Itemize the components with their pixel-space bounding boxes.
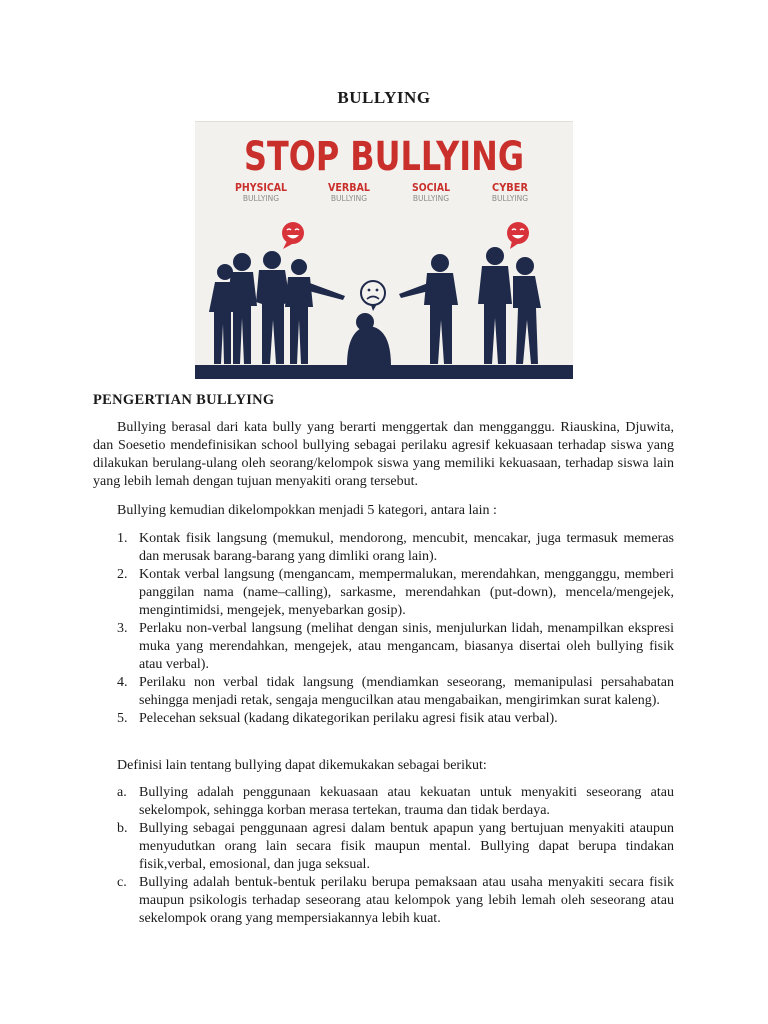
list-item [93, 784, 674, 820]
list-item [93, 874, 674, 928]
list-item [93, 710, 674, 728]
list-marker: 2. [117, 567, 128, 582]
stop-bullying-illustration [195, 121, 573, 379]
list-item [93, 674, 674, 710]
list-marker: 4. [117, 675, 128, 690]
categories-intro: Bullying kemudian dikelompokkan menjadi 5 kategori, antara lain : [117, 503, 497, 518]
list-marker: 3. [117, 621, 128, 636]
list-marker: 5. [117, 711, 128, 726]
intro-paragraph: Bullying berasal dari kata bully yang berarti menggertak dan mengganggu. Riauskina, Djuwita, dan Soesetio mendefinisikan school bullying sebagai perilaku agresif kekuasaan terhadap siswa yang dilakukan berulang-ulang oleh seorang/kelompok siswa yang memiliki kekuasaan, terhadap siswa lain yang lebih lemah dengan tujuan menyakiti orang tersebut. [93, 420, 674, 489]
bullies-left-group [209, 251, 345, 364]
list-item-text: Pelecehan seksual (kadang dikategorikan perilaku agresi fisik atau verbal). [139, 711, 558, 726]
list-marker: a. [117, 785, 127, 800]
poster-ground-band [195, 365, 573, 379]
list-marker: 1. [117, 531, 128, 546]
bullies-right-group [399, 247, 541, 364]
category-social-label: SOCIAL [412, 181, 450, 194]
category-social-sub: BULLYING [412, 194, 450, 203]
category-verbal-sub: BULLYING [330, 194, 368, 203]
sad-emoji-icon [361, 281, 385, 311]
list-item [93, 820, 674, 874]
list-marker: b. [117, 821, 128, 836]
categories-list [93, 530, 674, 728]
list-item [93, 620, 674, 674]
category-cyber-sub: BULLYING [491, 194, 529, 203]
list-item [93, 530, 674, 566]
list-item-text: Kontak fisik langsung (memukul, mendorong, mencubit, mencakar, juga termasuk memeras dan merusak barang-barang yang dimliki orang lain). [139, 531, 674, 564]
category-physical-sub: BULLYING [242, 194, 280, 203]
definitions-list [93, 784, 674, 928]
category-verbal-label: VERBAL [328, 181, 370, 194]
list-item-text: Perilaku non verbal tidak langsung (mendiamkan seseorang, memanipulasi persahabatan sehingga menjadi retak, sengaja mengucilkan atau mengabaikan, mengirimkan surat kaleng). [139, 675, 674, 708]
laughing-emoji-right-icon [507, 222, 529, 249]
laughing-emoji-left-icon [282, 222, 304, 249]
list-item-text: Bullying adalah penggunaan kekuasaan atau kekuatan untuk menyakiti seseorang atau sekelompok, sehingga korban merasa tertekan, trauma dan tidak berdaya. [139, 785, 674, 818]
definitions-intro: Definisi lain tentang bullying dapat dikemukakan sebagai berikut: [117, 758, 487, 773]
category-physical-label: PHYSICAL [235, 181, 287, 194]
poster-headline: STOP BULLYING [244, 134, 524, 180]
section-heading: PENGERTIAN BULLYING [93, 392, 275, 408]
list-item [93, 566, 674, 620]
list-item-text: Perlaku non-verbal langsung (melihat dengan sinis, menjulurkan lidah, menampilkan ekspresi muka yang merendahkan, mengejek, atau mengancam, biasanya disertai oleh bullying fisik atau verbal). [139, 621, 674, 672]
document-title: BULLYING [337, 88, 431, 107]
list-item-text: Kontak verbal langsung (mengancam, mempermalukan, merendahkan, mengganggu, memberi panggilan nama (name–calling), sarkasme, merendahkan (put-down), mencela/mengejek, mengintimidsi, mengejek, menyebarkan gosip). [139, 567, 674, 618]
victim-figure [347, 313, 391, 366]
list-marker: c. [117, 875, 127, 890]
list-item-text: Bullying sebagai penggunaan agresi dalam bentuk apapun yang bertujuan menyakiti ataupun menyudutkan orang lain secara fisik maupun mental. Bullying dapat berupa tindakan fisik,verbal, emosional, dan juga seksual. [139, 821, 674, 872]
list-item-text: Bullying adalah bentuk-bentuk perilaku berupa pemaksaan atau usaha menyakiti secara fisik maupun psikologis terhadap seseorang atau kelompok yang lebih lemah oleh seseorang atau sekelompok orang yang mempersiakannya lebih kuat. [139, 875, 674, 926]
category-cyber-label: CYBER [492, 181, 529, 194]
